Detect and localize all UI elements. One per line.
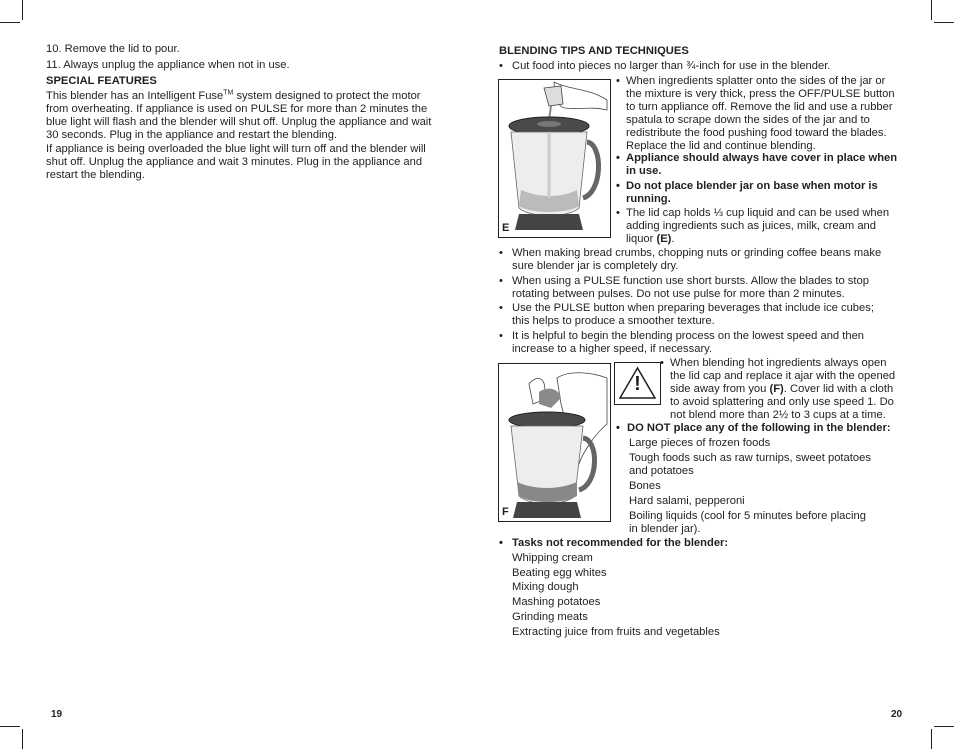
do-not-place-list: [629, 437, 919, 536]
blender-lid-pour-illustration: [499, 80, 610, 237]
figure-f: [498, 363, 611, 522]
tasks-not-recommended-list: [512, 552, 912, 639]
warning-icon-glyph: !: [634, 373, 641, 395]
list-item: Mashing potatoes: [512, 596, 601, 608]
special-features-paragraph-2: If appliance is being overloaded the blue light will turn off and the blender will shut off. Unplug the appliance and wait 3 minutes. Plug in the appliance and restart the blending.: [46, 143, 426, 181]
crop-mark: [931, 729, 932, 749]
page-number-right: 20: [891, 709, 903, 720]
tip-lowest-speed: • It is helpful to begin the blending process on the lowest speed and then increase to a higher speed, if necessary.: [499, 330, 865, 355]
tasks-not-recommended-heading: • Tasks not recommended for the blender:: [499, 537, 729, 549]
crop-mark: [0, 22, 20, 23]
step-10: 10. Remove the lid to pour.: [46, 43, 180, 55]
list-item: Beating egg whites: [512, 567, 607, 579]
tip-base: • Do not place blender jar on base when motor is running.: [616, 180, 878, 205]
list-item: Whipping cream: [512, 552, 593, 564]
list-item: Extracting juice from fruits and vegetables: [512, 626, 720, 638]
step-11: 11. Always unplug the appliance when not in use.: [46, 59, 290, 71]
special-features-heading: SPECIAL FEATURES: [46, 75, 157, 87]
tip-pulse: • When using a PULSE function use short bursts. Allow the blades to stop rotating between pulses. Do not use pulse for more than 2 minutes.: [499, 275, 869, 300]
tip-hot-ingredients: • When blending hot ingredients always open the lid cap and replace it ajar with the opened side away from you (F). Cover lid with a cloth to avoid splattering and only use speed 1. Do not blend more than 2½ to 3 cups at a time.: [660, 357, 896, 421]
crop-mark: [934, 22, 954, 23]
crop-mark: [0, 726, 20, 727]
special-features-paragraph-1: This blender has an Intelligent Fuse™ system designed to protect the motor from overheating. If appliance is used on PULSE for more than 2 minutes the blue light will flash and the blender will shut off. Unplug the appliance and wait 30 seconds. Plug in the appliance and restart the blending.: [46, 89, 432, 141]
do-not-place-heading: • DO NOT place any of the following in the blender:: [616, 422, 891, 434]
tip-cover: • Appliance should always have cover in place when in use.: [616, 152, 898, 177]
crop-mark: [934, 726, 954, 727]
list-item: Hard salami, pepperoni: [629, 495, 745, 507]
figure-e: [498, 79, 611, 238]
tip-splatter: • When ingredients splatter onto the sides of the jar or the mixture is very thick, press the OFF/PULSE button to turn appliance off. Remove the lid and use a rubber spatula to scrape down the sides of the jar and to redistribute the food pushing food toward the blades. Replace the lid and continue blending.: [616, 75, 895, 152]
tip-bread-crumbs: • When making bread crumbs, chopping nuts or grinding coffee beans make sure blender jar is completely dry.: [499, 247, 882, 272]
blending-tips-heading: BLENDING TIPS AND TECHNIQUES: [499, 45, 689, 57]
list-item: Mixing dough: [512, 581, 579, 593]
list-item: Bones: [629, 480, 661, 492]
left-page: [46, 43, 456, 182]
list-item: Large pieces of frozen foods: [629, 437, 771, 449]
tip-lid-cap: • The lid cap holds ⅓ cup liquid and can be used when adding ingredients such as juices, milk, cream and liquor (E).: [616, 207, 890, 245]
figure-e-label: E: [502, 222, 510, 234]
crop-mark: [931, 0, 932, 20]
crop-mark: [22, 729, 23, 749]
list-item: Boiling liquids (cool for 5 minutes before placing in blender jar).: [629, 510, 866, 535]
figure-ref-e: (E): [656, 233, 672, 245]
crop-mark: [22, 0, 23, 20]
list-item: Grinding meats: [512, 611, 588, 623]
trademark-mark: TM: [223, 89, 234, 97]
tip-cut-food: • Cut food into pieces no larger than ¾-inch for use in the blender.: [499, 60, 831, 72]
list-item: Tough foods such as raw turnips, sweet potatoes and potatoes: [629, 452, 871, 477]
warning-icon: [614, 362, 661, 405]
tip-ice-cubes: • Use the PULSE button when preparing beverages that include ice cubes; this helps to produce a smoother texture.: [499, 302, 874, 327]
figure-ref-f: (F): [769, 383, 784, 395]
figure-f-label: F: [502, 506, 509, 518]
blender-covered-with-cloth-illustration: [499, 364, 610, 521]
page-number-left: 19: [51, 709, 63, 720]
